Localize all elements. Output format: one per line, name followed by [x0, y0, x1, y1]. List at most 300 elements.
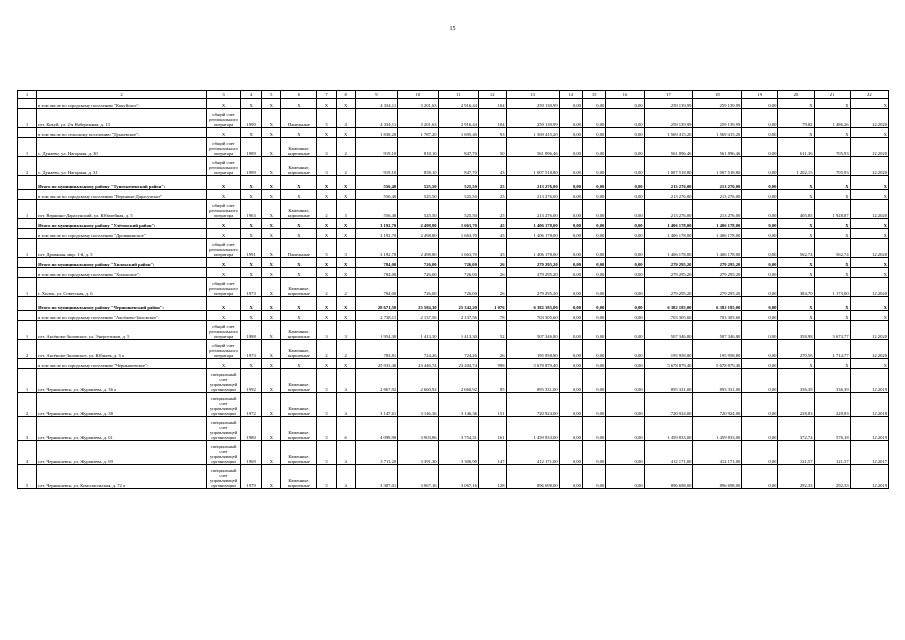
living-area-cell: 2 137,56 [398, 311, 438, 321]
owner-funds-total-cell: 1 569 415,20 [693, 128, 742, 138]
regional-funds-cell: 0,00 [582, 258, 605, 268]
residents-cell: 25 [478, 190, 506, 200]
total-area-cell: 784,00 [355, 268, 397, 278]
total-area-cell: 556,40 [355, 200, 397, 219]
living-area-cell: 25 584,30 [398, 297, 438, 311]
unit-cost-cell: X [778, 176, 814, 190]
owner-funds-total-cell: 5 678 879,40 [693, 359, 742, 369]
owner-funds-cell: 412 171,00 [644, 441, 693, 465]
owner-funds-total-cell: 259 139,99 [693, 109, 742, 128]
entrances-cell: X [336, 176, 355, 190]
year-built-cell: 1989 [241, 157, 262, 176]
municipal-funds-cell: 0,00 [606, 311, 644, 321]
year-built-cell: 1973 [241, 278, 262, 297]
total-area-cell: 3 147,61 [355, 393, 397, 417]
residents-cell: 52 [478, 321, 506, 340]
entrances-cell: 2 [336, 340, 355, 359]
year-repair-cell: X [262, 465, 281, 489]
municipal-funds-cell: 0,00 [606, 258, 644, 268]
owner-funds-cell: 195 958,80 [644, 340, 693, 359]
private-area-cell: 3 306,90 [438, 441, 478, 465]
federal-funds-cell: 0,00 [559, 311, 582, 321]
private-area-cell: 23 204,74 [438, 359, 478, 369]
entrances-cell: 2 [336, 278, 355, 297]
unit-cost-cell: X [778, 258, 814, 268]
other-funds-cell: 0,00 [742, 157, 778, 176]
unit-cost-cell: X [778, 190, 814, 200]
address-cell: Итого по муниципальному району "Тунгокоченский район": [37, 176, 207, 190]
other-funds-cell: 0,00 [742, 359, 778, 369]
regional-funds-cell: 0,00 [582, 321, 605, 340]
house-row [18, 465, 889, 489]
living-area-cell: 2 498,80 [398, 239, 438, 258]
residents-cell: 85 [478, 369, 506, 393]
floors-cell: 2 [317, 200, 336, 219]
owner-funds-cell: 279 295,20 [644, 268, 693, 278]
floors-cell: 3 [317, 321, 336, 340]
federal-funds-cell: 0,00 [559, 157, 582, 176]
federal-funds-cell: 0,00 [559, 297, 582, 311]
other-funds-cell: 0,00 [742, 99, 778, 109]
federal-funds-cell: 0,00 [559, 128, 582, 138]
deadline-cell: X [850, 219, 888, 229]
limit-cost-cell: 576,18 [814, 417, 850, 441]
row-number-cell [18, 258, 37, 268]
wall-material-cell: X [281, 190, 317, 200]
living-area-cell: 3 146,36 [398, 393, 438, 417]
federal-funds-cell: 0,00 [559, 393, 582, 417]
other-funds-cell: 0,00 [742, 138, 778, 157]
year-repair-cell: X [262, 297, 281, 311]
total-area-cell: 3 711,20 [355, 441, 397, 465]
residents-cell: 26 [478, 268, 506, 278]
federal-funds-cell: 0,00 [559, 99, 582, 109]
row-number-cell: 5 [18, 465, 37, 489]
municipal-funds-cell: 0,00 [606, 369, 644, 393]
total-area-cell: 784,00 [355, 278, 397, 297]
private-area-cell: 2 137,56 [438, 311, 478, 321]
owner-funds-cell: 213 276,00 [644, 200, 693, 219]
owner-funds-cell: 213 276,00 [644, 190, 693, 200]
other-funds-cell: 0,00 [742, 340, 778, 359]
account-type-cell: общий счет регионального оператора [207, 321, 241, 340]
residents-cell: 161 [478, 417, 506, 441]
municipal-funds-cell: 0,00 [606, 340, 644, 359]
house-row [18, 417, 889, 441]
year-repair-cell: X [262, 359, 281, 369]
column-number-cell: 22 [850, 91, 888, 99]
settlement-subtotal-row [18, 311, 889, 321]
residents-cell: 50 [478, 138, 506, 157]
unit-cost-cell: 384,70 [778, 278, 814, 297]
wall-material-cell: X [281, 297, 317, 311]
year-built-cell: X [241, 258, 262, 268]
house-row [18, 138, 889, 157]
district-total-row [18, 176, 889, 190]
unit-cost-cell: 372,74 [778, 417, 814, 441]
living-area-cell: 525,50 [398, 200, 438, 219]
total-cost-cell: 507 346,80 [506, 321, 559, 340]
owner-funds-total-cell: 412 171,00 [693, 441, 742, 465]
deadline-cell: X [850, 176, 888, 190]
total-cost-cell: 561 896,46 [506, 138, 559, 157]
residents-cell: 78 [478, 311, 506, 321]
owner-funds-total-cell: 1 459 833,00 [693, 417, 742, 441]
column-number-cell: 17 [644, 91, 693, 99]
federal-funds-cell: 0,00 [559, 229, 582, 239]
limit-cost-cell: 1 714,77 [814, 340, 850, 359]
regional-funds-cell: 0,00 [582, 441, 605, 465]
residents-cell: 151 [478, 393, 506, 417]
private-area-cell: 726,00 [438, 258, 478, 268]
other-funds-cell: 0,00 [742, 219, 778, 229]
other-funds-cell: 0,00 [742, 417, 778, 441]
total-cost-cell: 279 295,20 [506, 278, 559, 297]
municipal-funds-cell: 0,00 [606, 128, 644, 138]
municipal-funds-cell: 0,00 [606, 268, 644, 278]
deadline-cell: 12.2020 [850, 138, 888, 157]
year-repair-cell: X [262, 239, 281, 258]
row-number-cell: 1 [18, 321, 37, 340]
limit-cost-cell: X [814, 268, 850, 278]
wall-material-cell: X [281, 268, 317, 278]
owner-funds-cell: 895 331,00 [644, 369, 693, 393]
wall-material-cell: X [281, 99, 317, 109]
private-area-cell: 726,00 [438, 268, 478, 278]
municipal-funds-cell: 0,00 [606, 190, 644, 200]
living-area-cell: 3 903,86 [398, 417, 438, 441]
federal-funds-cell: 0,00 [559, 465, 582, 489]
residents-cell: 128 [478, 465, 506, 489]
regional-funds-cell: 0,00 [582, 219, 605, 229]
limit-cost-cell: 1 928,87 [814, 200, 850, 219]
address-cell: пгт. Аксёново-Зиловское, ул. Энергетиков, д. 5 [37, 321, 207, 340]
floors-cell: X [317, 128, 336, 138]
wall-material-cell: X [281, 229, 317, 239]
municipal-funds-cell: 0,00 [606, 297, 644, 311]
owner-funds-total-cell: 507 346,80 [693, 321, 742, 340]
total-cost-cell: 213 276,00 [506, 176, 559, 190]
total-area-cell: 556,40 [355, 190, 397, 200]
limit-cost-cell: 336,39 [814, 369, 850, 393]
limit-cost-cell: 1 486,26 [814, 109, 850, 128]
federal-funds-cell: 0,00 [559, 176, 582, 190]
owner-funds-cell: 6 382 185,00 [644, 297, 693, 311]
total-cost-cell: 279 295,20 [506, 258, 559, 268]
account-type-cell: общий счет регионального оператора [207, 278, 241, 297]
federal-funds-cell: 0,00 [559, 278, 582, 297]
account-type-cell: общий счет регионального оператора [207, 109, 241, 128]
year-built-cell: 1992 [241, 369, 262, 393]
private-area-cell: 1 663,70 [438, 219, 478, 229]
entrances-cell: 4 [336, 369, 355, 393]
total-area-cell: 25 933,40 [355, 359, 397, 369]
deadline-cell: 12.2020 [850, 157, 888, 176]
column-number-cell: 9 [355, 91, 397, 99]
row-number-cell: 2 [18, 157, 37, 176]
row-number-cell: 1 [18, 369, 37, 393]
total-cost-cell: 5 678 879,40 [506, 359, 559, 369]
municipal-funds-cell: 0,00 [606, 109, 644, 128]
row-number-cell [18, 128, 37, 138]
regional-funds-cell: 0,00 [582, 138, 605, 157]
entrances-cell: X [336, 190, 355, 200]
wall-material-cell: Каменные, кирпичные [281, 321, 317, 340]
wall-material-cell: Каменные, кирпичные [281, 441, 317, 465]
residents-cell: 93 [478, 128, 506, 138]
owner-funds-total-cell: 259 139,99 [693, 99, 742, 109]
municipal-funds-cell: 0,00 [606, 239, 644, 258]
row-number-cell: 2 [18, 393, 37, 417]
owner-funds-cell: 1 007 518,80 [644, 157, 693, 176]
federal-funds-cell: 0,00 [559, 417, 582, 441]
year-built-cell: 1988 [241, 321, 262, 340]
other-funds-cell: 0,00 [742, 278, 778, 297]
row-number-cell: 3 [18, 417, 37, 441]
owner-funds-cell: 1 569 415,20 [644, 128, 693, 138]
entrances-cell: 3 [336, 239, 355, 258]
regional-funds-cell: 0,00 [582, 128, 605, 138]
owner-funds-total-cell: 195 958,80 [693, 340, 742, 359]
owner-funds-total-cell: 279 295,20 [693, 278, 742, 297]
column-number-cell: 12 [478, 91, 506, 99]
municipal-funds-cell: 0,00 [606, 359, 644, 369]
year-built-cell: 1990 [241, 109, 262, 128]
column-number-cell: 19 [742, 91, 778, 99]
address-cell: пгт. Аксёново-Зиловское, ул. Юбилея, д. 3 а [37, 340, 207, 359]
living-area-cell: 3 067,16 [398, 465, 438, 489]
owner-funds-cell: 703 305,60 [644, 311, 693, 321]
year-repair-cell: X [262, 258, 281, 268]
entrances-cell: 4 [336, 109, 355, 128]
entrances-cell: 4 [336, 465, 355, 489]
regional-funds-cell: 0,00 [582, 393, 605, 417]
federal-funds-cell: 0,00 [559, 138, 582, 157]
row-number-cell [18, 229, 37, 239]
row-number-cell: 1 [18, 138, 37, 157]
account-type-cell: X [207, 359, 241, 369]
private-area-cell: 724,26 [438, 340, 478, 359]
entrances-cell: 3 [336, 200, 355, 219]
unit-cost-cell: 405,85 [778, 200, 814, 219]
column-number-cell: 4 [241, 91, 262, 99]
house-row [18, 441, 889, 465]
deadline-cell: X [850, 359, 888, 369]
municipal-funds-cell: 0,00 [606, 417, 644, 441]
year-repair-cell: X [262, 128, 281, 138]
column-number-cell: 2 [37, 91, 207, 99]
address-cell: пгт. Чернышевск, ул. Журавлёва, д. 69 [37, 441, 207, 465]
living-area-cell: 726,00 [398, 268, 438, 278]
living-area-cell: 724,26 [398, 340, 438, 359]
column-number-cell: 1 [18, 91, 37, 99]
account-type-cell: X [207, 229, 241, 239]
other-funds-cell: 0,00 [742, 268, 778, 278]
limit-cost-cell: X [814, 311, 850, 321]
owner-funds-total-cell: 1 406 178,00 [693, 239, 742, 258]
total-cost-cell: 720 924,00 [506, 393, 559, 417]
settlement-subtotal-row [18, 359, 889, 369]
floors-cell: X [317, 359, 336, 369]
living-area-cell: 1 787,20 [398, 128, 438, 138]
column-number-cell: 20 [778, 91, 814, 99]
total-area-cell: 3 192,70 [355, 229, 397, 239]
row-number-cell: 1 [18, 109, 37, 128]
entrances-cell: 4 [336, 393, 355, 417]
entrances-cell: X [336, 258, 355, 268]
year-repair-cell: X [262, 369, 281, 393]
municipal-funds-cell: 0,00 [606, 393, 644, 417]
limit-cost-cell: X [814, 219, 850, 229]
limit-cost-cell: 705,93 [814, 157, 850, 176]
regional-funds-cell: 0,00 [582, 340, 605, 359]
floors-cell: 3 [317, 138, 336, 157]
total-area-cell: 556,40 [355, 176, 397, 190]
private-area-cell: 525,50 [438, 200, 478, 219]
address-cell: Итого по муниципальному району "Чернышевский район": [37, 297, 207, 311]
deadline-cell: 12.2020 [850, 321, 888, 340]
owner-funds-cell: 213 276,00 [644, 176, 693, 190]
other-funds-cell: 0,00 [742, 200, 778, 219]
unit-cost-cell: 358,98 [778, 321, 814, 340]
living-area-cell: 3 201,63 [398, 99, 438, 109]
year-repair-cell: X [262, 340, 281, 359]
federal-funds-cell: 0,00 [559, 369, 582, 393]
wall-material-cell: X [281, 176, 317, 190]
total-cost-cell: 703 305,60 [506, 311, 559, 321]
floors-cell: 5 [317, 417, 336, 441]
year-built-cell: X [241, 229, 262, 239]
residents-cell: 104 [478, 99, 506, 109]
column-number-cell: 8 [336, 91, 355, 99]
owner-funds-total-cell: 6 382 185,00 [693, 297, 742, 311]
account-type-cell: X [207, 297, 241, 311]
owner-funds-cell: 279 295,20 [644, 278, 693, 297]
address-cell: с. Дунаево, ул. Нагорная, д. 30 [37, 138, 207, 157]
other-funds-cell: 0,00 [742, 229, 778, 239]
year-built-cell: 1980 [241, 417, 262, 441]
owner-funds-total-cell: 213 276,00 [693, 176, 742, 190]
year-repair-cell: X [262, 441, 281, 465]
house-row [18, 369, 889, 393]
entrances-cell: X [336, 359, 355, 369]
settlement-subtotal-row [18, 128, 889, 138]
year-built-cell: 1991 [241, 239, 262, 258]
floors-cell: X [317, 219, 336, 229]
entrances-cell: 2 [336, 157, 355, 176]
account-type-cell: общий счет регионального оператора [207, 239, 241, 258]
row-number-cell: 1 [18, 200, 37, 219]
residents-cell: 26 [478, 340, 506, 359]
municipal-funds-cell: 0,00 [606, 157, 644, 176]
wall-material-cell: Каменные, кирпичные [281, 369, 317, 393]
private-area-cell: 3 754,31 [438, 417, 478, 441]
regional-funds-cell: 0,00 [582, 278, 605, 297]
municipal-funds-cell: 0,00 [606, 321, 644, 340]
total-cost-cell: 1 007 518,80 [506, 157, 559, 176]
living-area-cell: 525,50 [398, 190, 438, 200]
municipal-funds-cell: 0,00 [606, 441, 644, 465]
private-area-cell: 1 663,70 [438, 239, 478, 258]
limit-cost-cell: X [814, 176, 850, 190]
account-type-cell: специальный счет управляющей организации [207, 441, 241, 465]
row-number-cell: 1 [18, 278, 37, 297]
deadline-cell: 12.2020 [850, 109, 888, 128]
unit-cost-cell: 562,74 [778, 239, 814, 258]
total-area-cell: 784,00 [355, 258, 397, 268]
capital-repair-table-container [17, 90, 889, 489]
living-area-cell: 1 413,30 [398, 321, 438, 340]
total-area-cell: 3 387,01 [355, 465, 397, 489]
year-repair-cell: X [262, 157, 281, 176]
year-built-cell: X [241, 297, 262, 311]
total-area-cell: 28 671,50 [355, 297, 397, 311]
total-area-cell: 2 867,92 [355, 369, 397, 393]
table-body [18, 91, 889, 489]
floors-cell: X [317, 268, 336, 278]
federal-funds-cell: 0,00 [559, 359, 582, 369]
living-area-cell: 23 446,74 [398, 359, 438, 369]
owner-funds-cell: 259 139,99 [644, 109, 693, 128]
owner-funds-cell: 279 295,20 [644, 258, 693, 268]
district-total-row [18, 258, 889, 268]
wall-material-cell: Каменные, кирпичные [281, 278, 317, 297]
deadline-cell: X [850, 229, 888, 239]
year-repair-cell: X [262, 190, 281, 200]
total-area-cell: 919,10 [355, 138, 397, 157]
column-number-cell: 7 [317, 91, 336, 99]
unit-cost-cell: X [778, 99, 814, 109]
address-cell: в том числе по городскому поселению "Аксёново-Зиловское": [37, 311, 207, 321]
address-cell: пгт. Кокуй, ул. 2-я Набережная, д. 13 [37, 109, 207, 128]
limit-cost-cell: 121,57 [814, 441, 850, 465]
municipal-funds-cell: 0,00 [606, 465, 644, 489]
wall-material-cell: Каменные, кирпичные [281, 200, 317, 219]
federal-funds-cell: 0,00 [559, 109, 582, 128]
year-repair-cell: X [262, 138, 281, 157]
municipal-funds-cell: 0,00 [606, 138, 644, 157]
floors-cell: X [317, 190, 336, 200]
account-type-cell: X [207, 268, 241, 278]
residents-cell: 26 [478, 278, 506, 297]
address-cell: в том числе по городскому поселению "Кокуйское": [37, 99, 207, 109]
entrances-cell: X [336, 268, 355, 278]
wall-material-cell: X [281, 258, 317, 268]
federal-funds-cell: 0,00 [559, 258, 582, 268]
other-funds-cell: 0,00 [742, 176, 778, 190]
living-area-cell: 726,00 [398, 278, 438, 297]
settlement-subtotal-row [18, 268, 889, 278]
year-repair-cell: X [262, 393, 281, 417]
settlement-subtotal-row [18, 229, 889, 239]
floors-cell: 5 [317, 109, 336, 128]
floors-cell: 5 [317, 465, 336, 489]
total-cost-cell: 1 569 415,20 [506, 128, 559, 138]
living-area-cell: 726,00 [398, 258, 438, 268]
living-area-cell: 525,50 [398, 176, 438, 190]
column-number-cell: 5 [262, 91, 281, 99]
limit-cost-cell: 292,33 [814, 465, 850, 489]
total-area-cell: 783,81 [355, 340, 397, 359]
total-cost-cell: 896 698,00 [506, 465, 559, 489]
unit-cost-cell: 79,82 [778, 109, 814, 128]
entrances-cell: 6 [336, 417, 355, 441]
wall-material-cell: X [281, 359, 317, 369]
address-cell: в том числе по городскому поселению "Дровянинское" [37, 229, 207, 239]
owner-funds-total-cell: 279 295,20 [693, 258, 742, 268]
private-area-cell: 2 916,44 [438, 109, 478, 128]
entrances-cell: X [336, 128, 355, 138]
